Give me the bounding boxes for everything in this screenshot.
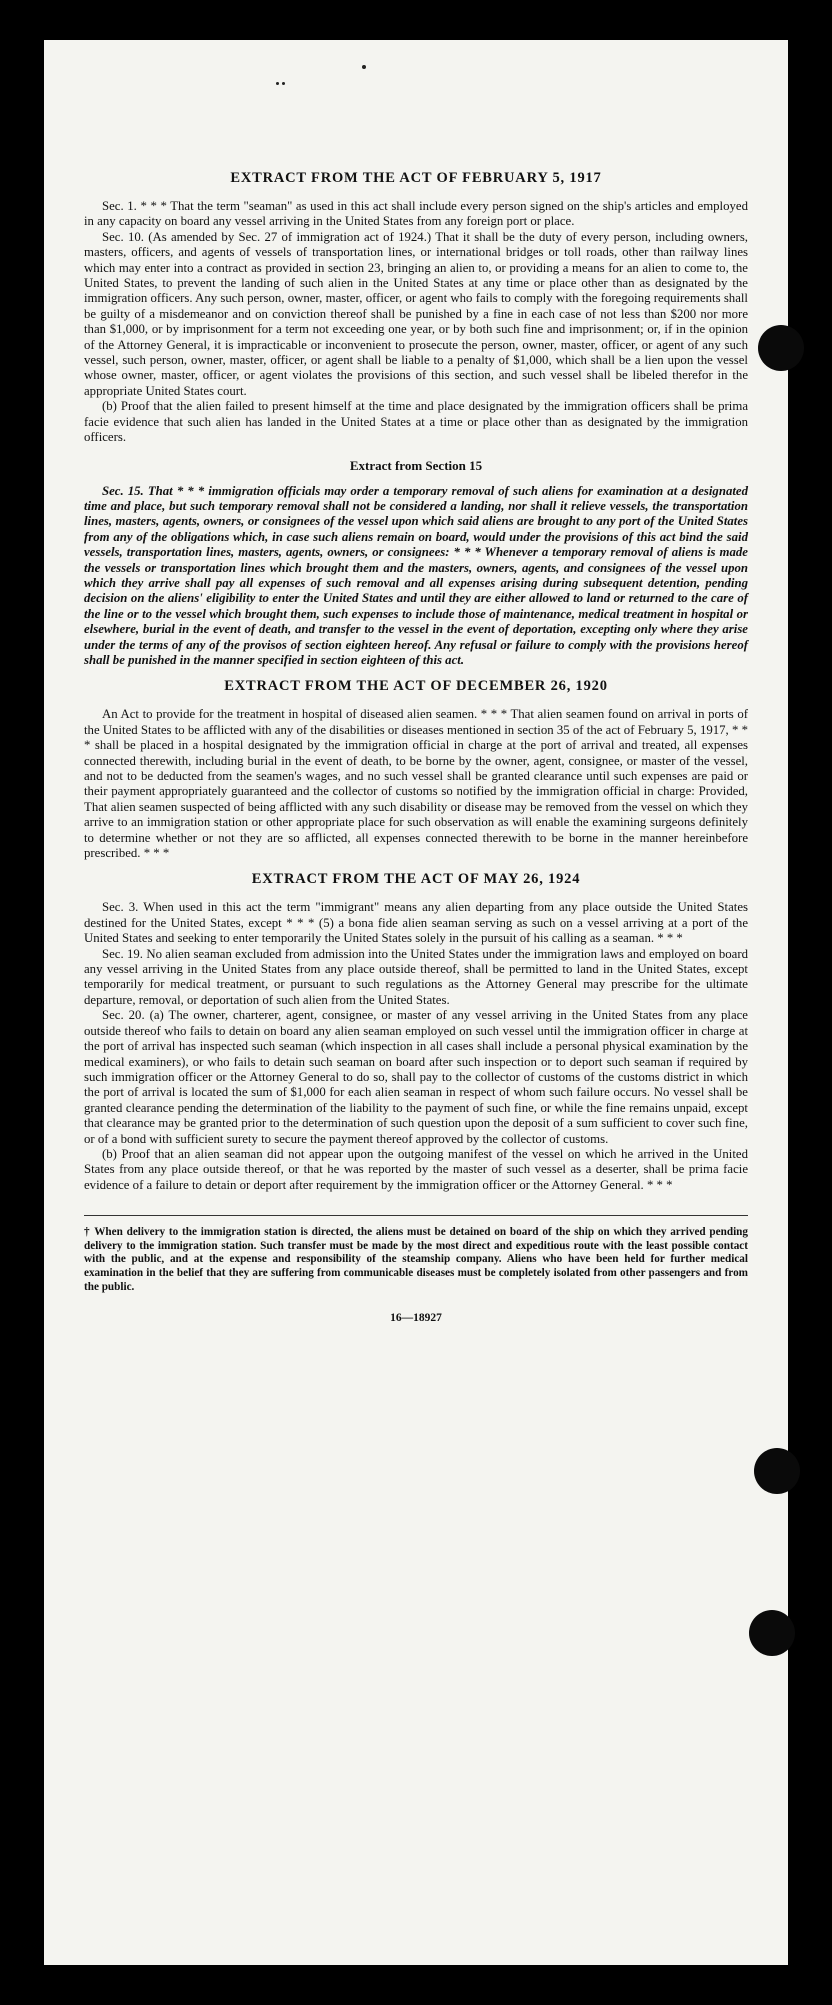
section-act-1917 <box>84 170 748 446</box>
section-subheading: Extract from Section 15 <box>349 457 483 473</box>
punch-hole <box>754 1448 800 1494</box>
speck <box>362 65 366 69</box>
footnote-divider <box>84 1215 748 1216</box>
section-act-1924 <box>84 871 748 1193</box>
footnote: † When delivery to the immigration station is directed, the aliens must be detained on board of the ship on which they arrived pending delivery to the immigration station. Such transfer must be made by the most direct and expeditious route with the least possible contact with the public, and at the expense and responsibility of the steamship company. Aliens who have been held for further medical examination in the belief that they are suffering from communicable diseases must be completely isolated from other passengers and from the public. <box>84 1226 748 1293</box>
paragraph: (b) Proof that the alien failed to present himself at the time and place designated by the immigration officers shall be prima facie evidence that such alien has landed in the United States at a time or place other than as designated by the immigration officers. <box>84 399 748 445</box>
punch-hole <box>749 1610 795 1656</box>
paragraph: Sec. 19. No alien seaman excluded from admission into the United States under the immigration laws and employed on board any vessel arriving in the United States from any place outside thereof, shall be permitted to land in the United States, except temporarily for medical treatment, or pursuant to such regulations as the Attorney General may prescribe for the ultimate departure, removal, or deportation of such alien from the United States. <box>84 946 748 1007</box>
paragraph: Sec. 10. (As amended by Sec. 27 of immigration act of 1924.) That it shall be the duty of every person, including owners, masters, officers, and agents of vessels of transportation lines, or international bridges or toll roads, other than railway lines which may enter into a contract as provided in section 23, bringing an alien to, or providing a means for an alien to come to, the United States, to prevent the landing of such alien in the United States at any time or place other than as designated by the immigration officers. Any such person, owner, master, officer, or agent who fails to comply with the foregoing requirements shall be guilty of a misdemeanor and on conviction thereof shall be punished by a fine in each case of not less than $200 nor more than $1,000, or by imprisonment for a term not exceeding one year, or by both such fine and imprisonment; or, if in the opinion of the Attorney General, it is impracticable or inconvenient to prosecute the person, owner, master, officer, or agent of any such vessel, such person, owner, master, officer, or agent shall be liable to a penalty of $1,000, which shall be a lien upon the vessel whose owner, master, officer, or agent violates the provisions of this section, and such vessel shall be libeled therefor in the appropriate United States court. <box>84 229 748 398</box>
paragraph: Sec. 3. When used in this act the term "immigrant" means any alien departing from any place outside the United States destined for the United States, except * * * (5) a bona fide alien seaman serving as such on a vessel arriving at a port of the United States and seeking to enter temporarily the United States solely in the pursuit of his calling as a seaman. * * * <box>84 900 748 946</box>
section-heading: EXTRACT FROM THE ACT OF MAY 26, 1924 <box>251 871 581 888</box>
paragraph: Sec. 1. * * * That the term "seaman" as used in this act shall include every person signed on the ship's articles and employed in any capacity on board any vessel arriving in the United States from any foreign port or place. <box>84 199 748 229</box>
punch-hole <box>758 325 804 371</box>
form-number: 16—18927 <box>390 1312 442 1325</box>
section-heading: EXTRACT FROM THE ACT OF FEBRUARY 5, 1917 <box>230 170 602 186</box>
paragraph: (b) Proof that an alien seaman did not appear upon the outgoing manifest of the vessel on which he arrived in the United States from any place outside thereof, or that he was reported by the master of such vessel as a deserter, shall be prima facie evidence of a failure to detain or deport after requirement by the immigration officer or the Attorney General. * * * <box>84 1146 748 1192</box>
paragraph: Sec. 15. That * * * immigration officials may order a temporary removal of such aliens for examination at a designated time and place, but such temporary removal shall not be considered a landing, nor shall it relieve vessels, the transportation lines, masters, agents, owners, or consignees of the vessel upon which said aliens are brought to any port of the United States from any of the obligations which, in case such aliens remain on board, would under the provisions of this act bind the said vessels, transportation lines, masters, agents, owners, or consignees: * * * Whenever a temporary removal of aliens is made the vessels or transportation lines which brought them and the masters, owners, agents, and consignees of the vessel upon which they arrive shall pay all expenses of such removal and all expenses arising during subsequent detention, pending decision on the aliens' eligibility to enter the United States and until they are either allowed to land or returned to the care of the line or to the vessel which brought them, such expenses to include those of maintenance, medical treatment in hospital or elsewhere, burial in the event of death, and transfer to the vessel in the event of deportation, excepting only where they arise under the terms of any of the provisos of section eighteen hereof. Any refusal or failure to comply with the provisions hereof shall be punished in the manner specified in section eighteen of this act. <box>84 483 748 667</box>
paragraph: An Act to provide for the treatment in hospital of diseased alien seamen. * * * That alien seamen found on arrival in ports of the United States to be afflicted with any of the disabilities or diseases mentioned in section 35 of the act of February 5, 1917, * * * shall be placed in a hospital designated by the immigration official in charge at the port of arrival and treated, all expenses connected therewith, including burial in the event of death, to be borne by the owner, agent, consignee, or master of the vessel, and not to be deducted from the seamen's wages, and no such vessel shall be granted clearance until such expenses are paid or their payment appropriately guaranteed and the collector of customs so notified by the immigration official in charge: Provided, That alien seamen suspected of being afflicted with any such disability or disease may be removed from the vessel on which they arrive to an immigration station or other appropriate place for such observation as will enable the examining surgeons definitely to determine whether or not they are so afflicted, all expenses connected therewith to be borne in the manner hereinbefore prescribed. * * * <box>84 707 748 861</box>
speck <box>276 82 279 85</box>
document-page <box>44 40 788 1965</box>
section-heading: EXTRACT FROM THE ACT OF DECEMBER 26, 1920 <box>224 678 608 695</box>
paragraph: Sec. 20. (a) The owner, charterer, agent, consignee, or master of any vessel arriving in the United States from any place outside thereof who fails to detain on board any alien seaman employed on such vessel until the immigration officer in charge at the port of arrival has inspected such seaman (which inspection in all cases shall include a personal physical examination by the medical examiners), or who fails to detain such seaman on board after such inspection or to deport such seaman if required by such immigration officer or the Attorney General to do so, shall pay to the collector of customs of the customs district in which the port of arrival is located the sum of $1,000 for each alien seaman in respect of whom such failure occurs. No vessel shall be granted clearance pending the determination of the liability to the payment of such fine, or while the fine remains unpaid, except that clearance may be granted prior to the determination of such question upon the deposit of a sum sufficient to cover such fine, or of a bond with sufficient surety to secure the payment thereof approved by the collector of customs. <box>84 1008 748 1146</box>
section-extract-15 <box>84 458 748 669</box>
section-act-1920 <box>84 678 748 861</box>
speck <box>282 82 285 85</box>
